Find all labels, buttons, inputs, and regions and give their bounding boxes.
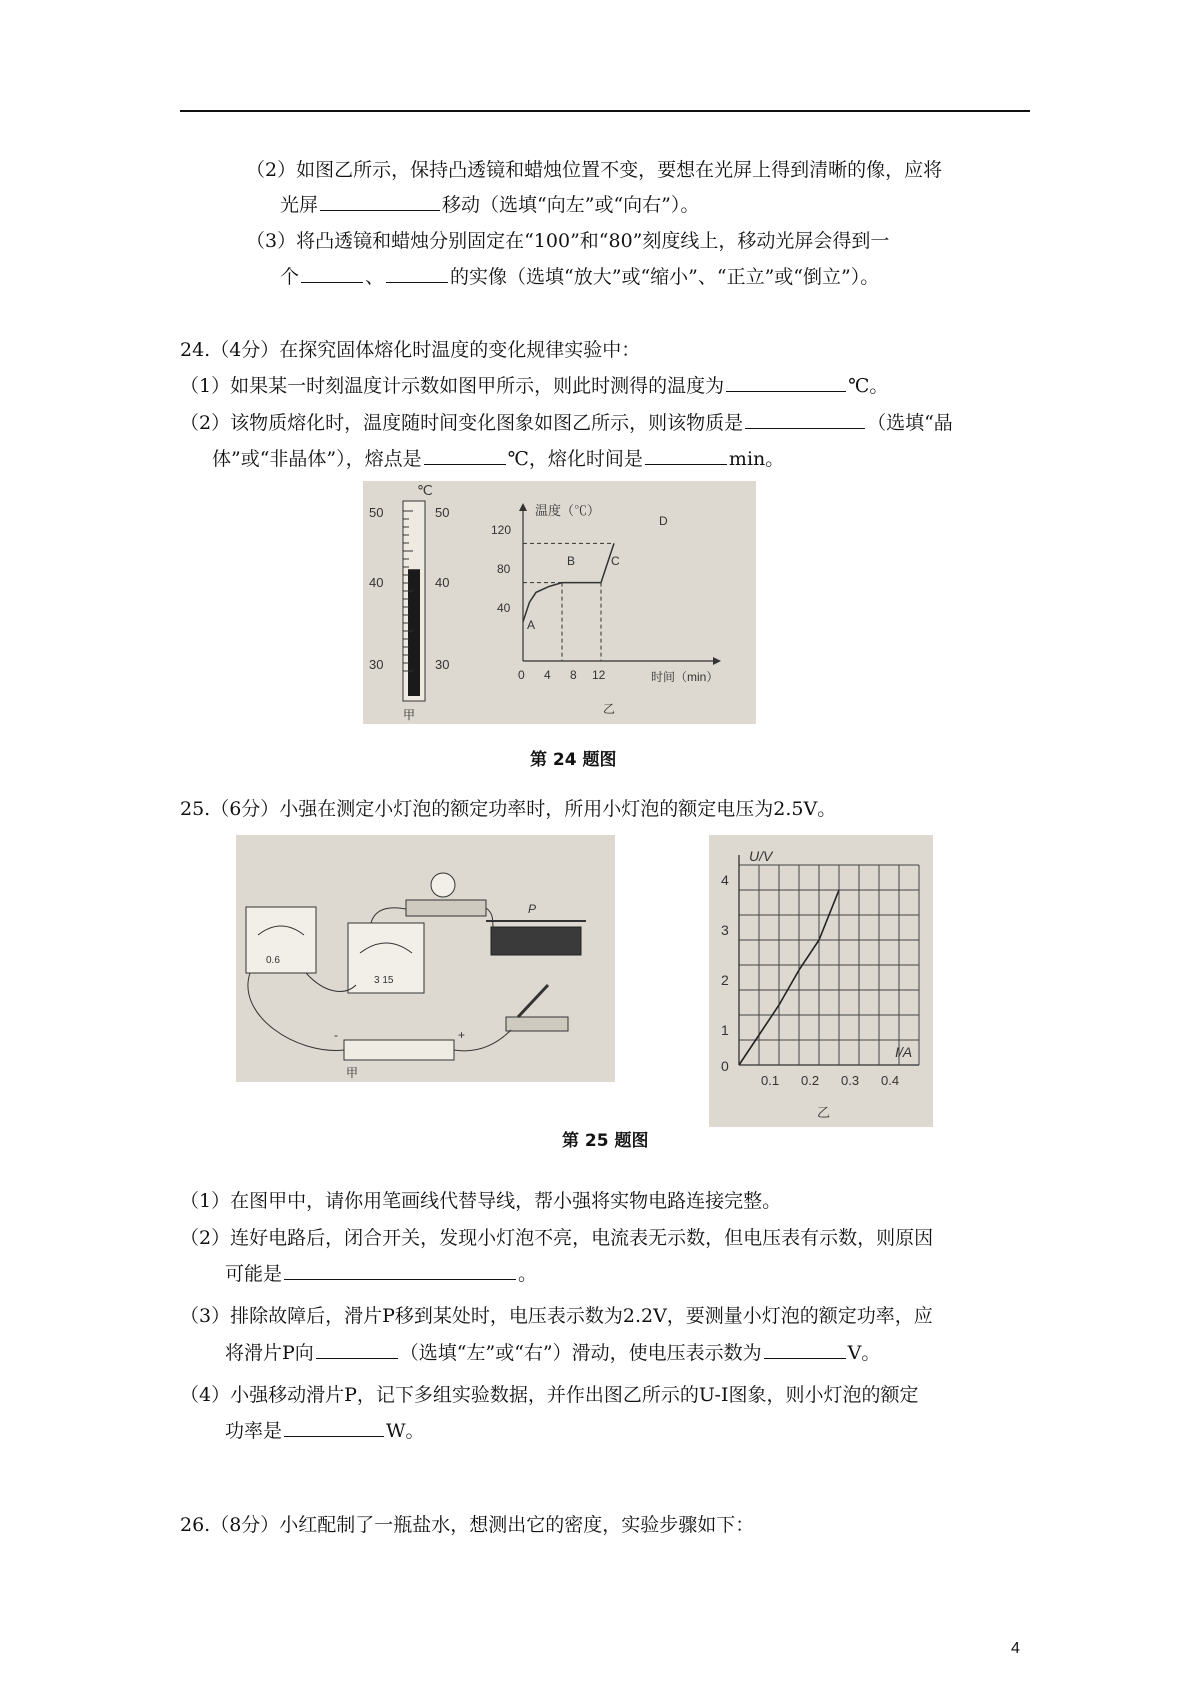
figure-24-caption: 第 24 题图: [530, 750, 617, 770]
xtick-0.4: 0.4: [881, 1073, 900, 1088]
answer-blank[interactable]: [284, 1261, 516, 1280]
graph-grid: [739, 865, 919, 1065]
q23-part3-line2: 个 、 的实像（选填“放大”或“缩小”、“正立”或“倒立”）。: [280, 266, 880, 288]
ytick-1: 1: [721, 1022, 729, 1038]
wire: [371, 908, 406, 923]
tick-right-30: 30: [435, 657, 450, 672]
point-c-label: C: [611, 554, 620, 568]
q25-part2-line2: 可能是 。: [225, 1263, 538, 1285]
ytick-4: 4: [721, 872, 729, 888]
xtick-12: 12: [592, 668, 606, 682]
ammeter: [246, 907, 316, 973]
battery-minus: -: [334, 1028, 338, 1042]
q23-part2-line1: （2）如图乙所示，保持凸透镜和蜡烛位置不变，要想在光屏上得到清晰的像，应将: [246, 159, 943, 181]
bulb: [406, 873, 486, 916]
answer-blank[interactable]: [424, 446, 506, 465]
melting-graph: [491, 503, 721, 716]
figure-25-circuit: [236, 835, 615, 1082]
ytick-0: 0: [721, 1058, 729, 1074]
header-rule: [180, 110, 1030, 112]
answer-blank[interactable]: [726, 373, 846, 392]
ytick-120: 120: [491, 523, 512, 537]
ammeter-scale: 0.6: [266, 955, 280, 966]
point-b-label: B: [567, 554, 576, 568]
figure-25b-label: 乙: [817, 1105, 831, 1120]
graph-xlabel: I/A: [895, 1044, 913, 1060]
q24-part2-line2: 体”或“非晶体”），熔点是 ℃，熔化时间是 min。: [212, 448, 785, 470]
answer-blank[interactable]: [320, 192, 440, 211]
answer-blank[interactable]: [284, 1418, 384, 1437]
xtick-0.3: 0.3: [841, 1073, 860, 1088]
tick-left-30: 30: [369, 657, 384, 672]
y-axis-arrow: [519, 503, 527, 511]
xtick-0.2: 0.2: [801, 1073, 820, 1088]
rheostat: [486, 902, 586, 955]
voltmeter: [348, 923, 424, 993]
page-number: 4: [1011, 1640, 1020, 1657]
q25-title: 25.（6分）小强在测定小灯泡的额定功率时，所用小灯泡的额定电压为2.5V。: [180, 798, 837, 820]
ui-curve: [739, 890, 839, 1065]
q26-title: 26.（8分）小红配制了一瓶盐水，想测出它的密度，实验步骤如下：: [180, 1514, 755, 1536]
ytick-3: 3: [721, 922, 729, 938]
thermometer: [369, 482, 449, 722]
wire: [486, 908, 494, 930]
answer-blank[interactable]: [645, 446, 727, 465]
graph-xlabel: 时间（min）: [651, 670, 719, 684]
tick-left-50: 50: [369, 505, 384, 520]
q25-part4-line2: 功率是 W。: [225, 1420, 425, 1442]
q25-part3-line1: （3）排除故障后，滑片P移到某处时，电压表示数为2.2V，要测量小灯泡的额定功率，应: [180, 1305, 933, 1327]
xtick-0: 0: [518, 668, 525, 682]
battery-plus: +: [458, 1028, 466, 1042]
figure-25a-label: 甲: [346, 1066, 359, 1080]
tick-right-40: 40: [435, 575, 450, 590]
q25-part4-line1: （4）小强移动滑片P，记下多组实验数据，并作出图乙所示的U-I图象，则小灯泡的额定: [180, 1384, 919, 1406]
battery: [334, 1028, 465, 1060]
answer-blank[interactable]: [301, 264, 363, 283]
ytick-40: 40: [497, 601, 511, 615]
ytick-80: 80: [497, 562, 511, 576]
q23-part3-line1: （3）将凸透镜和蜡烛分别固定在“100”和“80”刻度线上，移动光屏会得到一: [246, 230, 890, 252]
voltmeter-scale: 3 15: [374, 975, 394, 986]
q23-part2-line2: 光屏 移动（选填“向左”或“向右”）。: [280, 194, 700, 216]
xtick-8: 8: [570, 668, 577, 682]
xtick-4: 4: [544, 668, 551, 682]
answer-blank[interactable]: [764, 1340, 846, 1359]
figure-24: [363, 481, 756, 724]
point-a-label: A: [527, 618, 536, 632]
tick-left-40: 40: [369, 575, 384, 590]
graph-label: 乙: [603, 702, 616, 716]
answer-blank[interactable]: [316, 1340, 398, 1359]
graph-ylabel: U/V: [749, 848, 773, 864]
answer-blank[interactable]: [386, 264, 448, 283]
x-axis-arrow: [713, 657, 721, 665]
switch: [506, 985, 568, 1031]
answer-blank[interactable]: [745, 410, 865, 429]
ytick-2: 2: [721, 972, 729, 988]
point-d-label: D: [659, 514, 668, 528]
thermometer-unit: ℃: [417, 482, 433, 498]
slider-p-label: P: [528, 902, 537, 916]
q25-part2-line1: （2）连好电路后，闭合开关，发现小灯泡不亮，电流表无示数，但电压表有示数，则原因: [180, 1227, 934, 1249]
graph-ylabel: 温度（℃）: [535, 503, 601, 518]
xtick-0.1: 0.1: [761, 1073, 780, 1088]
q24-part2-line1: （2）该物质熔化时，温度随时间变化图象如图乙所示，则该物质是 （选填“晶: [180, 412, 953, 434]
figure-25-caption: 第 25 题图: [562, 1131, 649, 1151]
q24-title: 24.（4分）在探究固体熔化时温度的变化规律实验中：: [180, 339, 641, 361]
figure-25-ui-graph: [709, 835, 933, 1127]
q25-part1: （1）在图甲中，请你用笔画线代替导线，帮小强将实物电路连接完整。: [180, 1190, 782, 1212]
wire: [248, 973, 344, 1050]
thermometer-liquid: [408, 569, 420, 696]
q25-part3-line2: 将滑片P向 （选填“左”或“右”）滑动，使电压表示数为 V。: [225, 1342, 881, 1364]
tick-right-50: 50: [435, 505, 450, 520]
q24-part1: （1）如果某一时刻温度计示数如图甲所示，则此时测得的温度为 ℃。: [180, 375, 889, 397]
thermometer-label: 甲: [403, 708, 416, 722]
